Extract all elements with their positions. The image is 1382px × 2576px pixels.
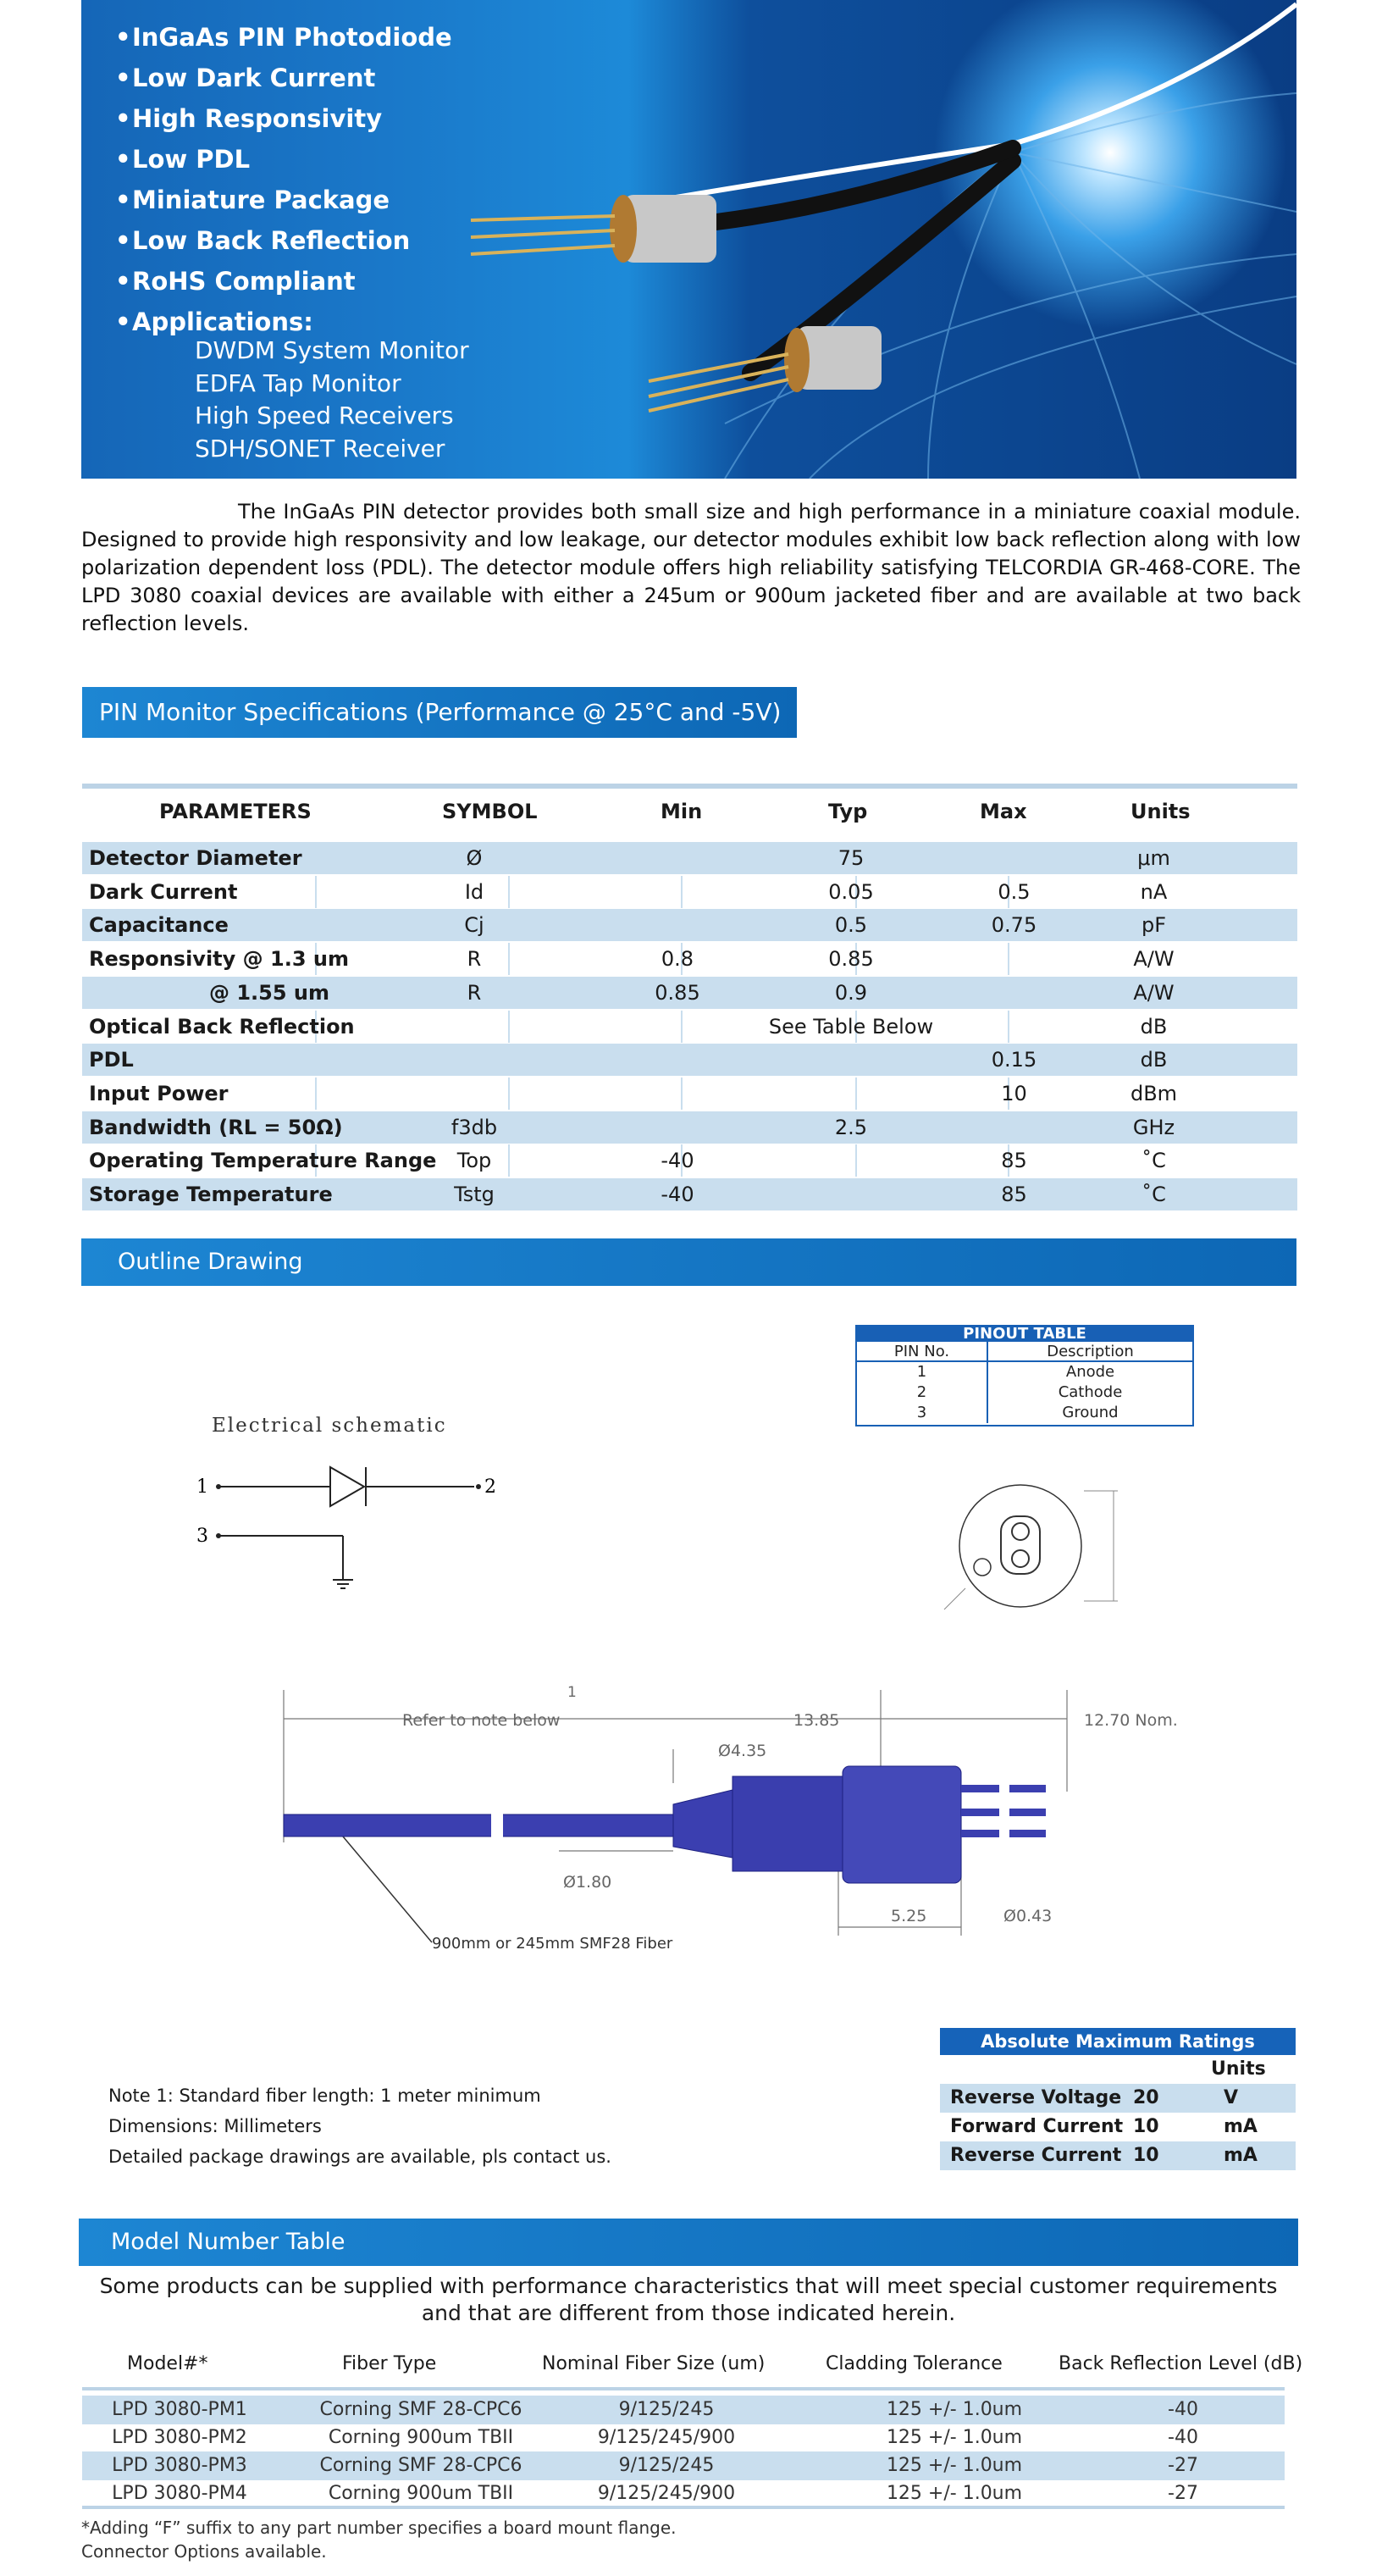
pin-label: 3 xyxy=(196,1526,208,1547)
spec-units: μm xyxy=(1137,846,1170,870)
application-item: SDH/SONET Receiver xyxy=(195,434,445,463)
spec-symbol: Cj xyxy=(464,913,484,938)
model-col-header: Model#* xyxy=(127,2353,208,2374)
spec-min: 0.8 xyxy=(661,947,694,972)
spec-param: @ 1.55 um xyxy=(209,980,330,1005)
spec-units: dBm xyxy=(1130,1081,1178,1105)
spec-min: 0.85 xyxy=(655,980,700,1005)
spec-row xyxy=(82,1178,1297,1210)
spec-max xyxy=(940,842,1088,874)
spec-min xyxy=(593,1044,762,1076)
pinout-header: Description xyxy=(1047,1343,1134,1360)
spec-row xyxy=(82,909,1297,941)
spec-symbol: R xyxy=(467,980,482,1005)
feature-item: •Miniature Package xyxy=(115,186,390,214)
note-line: Detailed package drawings are available, pls contact us. xyxy=(108,2147,611,2167)
spec-param: Operating Temperature Range xyxy=(89,1149,437,1173)
footnotes xyxy=(81,2516,676,2563)
col-header: SYMBOL xyxy=(442,800,538,823)
spec-typ: 0.9 xyxy=(834,980,868,1005)
model-cell: LPD 3080-PM1 xyxy=(112,2399,247,2420)
dim-label: 1 xyxy=(567,1684,577,1701)
intro-paragraph: The InGaAs PIN detector provides both small size and high performance in a miniature coaxial module. Designed to provide high responsivity and low leakage, our detector modules exhibit low back reflection along with low polarization dependent loss (PDL). The detector module offers high reliability satisfying TELCORDIA GR-468-CORE. The LPD 3080 coaxial devices are available with either a 245um or 900um jacketed fiber and are available at two back reflection levels. xyxy=(81,500,1301,635)
note-line: Note 1: Standard fiber length: 1 meter minimum xyxy=(108,2086,541,2106)
model-row xyxy=(82,2479,1285,2508)
model-cell: 125 +/- 1.0um xyxy=(886,2455,1023,2476)
spec-units: nA xyxy=(1140,879,1168,904)
spec-typ: 0.85 xyxy=(828,947,874,972)
spec-max: 85 xyxy=(1001,1183,1027,1206)
schematic-title: Electrical schematic xyxy=(212,1415,447,1437)
model-row xyxy=(82,2424,1285,2452)
spec-row xyxy=(82,1077,1297,1110)
hero-banner xyxy=(81,0,1296,479)
dim-label: 900mm or 245mm SMF28 Fiber xyxy=(432,1935,673,1953)
spec-units: ˚C xyxy=(1142,1183,1166,1206)
spec-max xyxy=(940,943,1088,975)
spec-param: PDL xyxy=(89,1048,134,1072)
pinout-title: PINOUT TABLE xyxy=(857,1327,1192,1342)
model-cell: 125 +/- 1.0um xyxy=(886,2399,1023,2420)
model-cell: Corning SMF 28-CPC6 xyxy=(319,2399,522,2420)
pinout-header: PIN No. xyxy=(857,1342,988,1362)
amr-row: Reverse Current 10 mA xyxy=(940,2141,1296,2170)
model-cell: Corning SMF 28-CPC6 xyxy=(319,2455,522,2476)
dim-label: 12.70 Nom. xyxy=(1084,1711,1178,1730)
photodiode-top xyxy=(471,195,716,263)
end-view-drawing xyxy=(940,1482,1135,1618)
spec-symbol xyxy=(381,1077,567,1110)
feature-item: •Applications: xyxy=(115,307,313,336)
cell-divider xyxy=(315,876,317,908)
model-cell: Corning 900um TBII xyxy=(328,2483,514,2504)
spec-max: 0.15 xyxy=(991,1048,1037,1072)
spec-row xyxy=(82,1111,1297,1144)
col-header: PARAMETERS xyxy=(159,800,312,823)
spec-max: 10 xyxy=(1001,1081,1027,1105)
spec-max xyxy=(940,977,1088,1009)
model-cell: LPD 3080-PM4 xyxy=(112,2483,247,2504)
spec-max: 0.75 xyxy=(991,913,1037,938)
col-header: Max xyxy=(980,800,1027,823)
cell-divider xyxy=(315,1077,317,1110)
spec-typ xyxy=(766,1178,936,1210)
spec-max xyxy=(940,1011,1088,1043)
spec-units: pF xyxy=(1141,913,1167,938)
amr-title: Absolute Maximum Ratings xyxy=(940,2028,1296,2055)
model-caption: Some products can be supplied with performance characteristics that will meet special customer requirements xyxy=(99,2274,1278,2298)
model-cell: -27 xyxy=(1168,2455,1198,2476)
note-line: Dimensions: Millimeters xyxy=(108,2116,322,2136)
applications-list xyxy=(195,335,469,465)
spec-min xyxy=(593,876,762,908)
pin-label: 2 xyxy=(484,1476,496,1498)
feature-item: •InGaAs PIN Photodiode xyxy=(115,23,452,52)
pinout-header-row xyxy=(857,1342,1192,1362)
spec-param: Storage Temperature xyxy=(89,1183,333,1206)
pin-label: 1 xyxy=(196,1476,208,1498)
spec-min xyxy=(593,909,762,941)
feature-list xyxy=(115,17,452,342)
spec-param: Optical Back Reflection xyxy=(89,1014,355,1039)
spec-param: Capacitance xyxy=(89,913,229,938)
dim-label: Refer to note below xyxy=(402,1711,561,1730)
spec-min xyxy=(593,842,762,874)
spec-symbol xyxy=(381,1011,567,1043)
application-item: EDFA Tap Monitor xyxy=(195,368,401,397)
model-section-title: Model Number Table xyxy=(79,2219,1298,2266)
diode-icon xyxy=(330,1467,364,1506)
spec-units: dB xyxy=(1140,1048,1168,1072)
model-divider xyxy=(82,2506,1285,2509)
model-cell: 9/125/245/900 xyxy=(597,2483,736,2504)
spec-min: -40 xyxy=(661,1149,694,1173)
spec-typ: See Table Below xyxy=(768,1014,934,1039)
spec-section-title: PIN Monitor Specifications (Performance @ 25°C and -5V) xyxy=(82,687,797,738)
spec-units: A/W xyxy=(1133,980,1175,1005)
model-col-header: Fiber Type xyxy=(342,2353,437,2374)
spec-row xyxy=(82,876,1297,908)
spec-units: ˚C xyxy=(1142,1149,1166,1173)
pinout-table xyxy=(855,1325,1194,1426)
model-caption: and that are different from those indicated herein. xyxy=(421,2301,956,2325)
spec-typ: 75 xyxy=(837,846,865,870)
outline-section-title: Outline Drawing xyxy=(81,1238,1296,1286)
model-divider xyxy=(82,2387,1285,2390)
spec-typ xyxy=(766,1044,936,1076)
model-cell: LPD 3080-PM3 xyxy=(112,2455,247,2476)
model-cell: 125 +/- 1.0um xyxy=(886,2483,1023,2504)
side-view-drawing xyxy=(254,1681,1202,1961)
feature-item: •High Responsivity xyxy=(115,104,383,133)
spec-symbol: R xyxy=(467,947,482,972)
spec-units: A/W xyxy=(1133,947,1175,972)
spec-symbol: Ø xyxy=(466,846,483,870)
spec-min xyxy=(593,1111,762,1144)
spec-symbol xyxy=(381,1044,567,1076)
spec-symbol: Id xyxy=(464,879,484,904)
model-row xyxy=(82,2396,1285,2424)
model-cell: -27 xyxy=(1168,2483,1198,2504)
application-item: High Speed Receivers xyxy=(195,402,454,429)
spec-symbol: Top xyxy=(456,1149,492,1173)
spec-param: Detector Diameter xyxy=(89,846,302,870)
spec-row xyxy=(82,1044,1297,1076)
spec-row xyxy=(82,1144,1297,1177)
footnote: *Adding “F” suffix to any part number specifies a board mount flange. xyxy=(81,2518,677,2538)
model-row xyxy=(82,2451,1285,2480)
model-cell: -40 xyxy=(1168,2427,1198,2448)
model-cell: Corning 900um TBII xyxy=(328,2427,514,2448)
spec-typ xyxy=(766,1077,936,1110)
spec-symbol: f3db xyxy=(451,1115,498,1139)
spec-param: Responsivity @ 1.3 um xyxy=(89,947,349,972)
pinout-row: 2 Cathode xyxy=(857,1382,1192,1403)
spec-row xyxy=(82,977,1297,1009)
spec-max: 85 xyxy=(1001,1149,1027,1173)
spec-min xyxy=(593,1011,762,1043)
model-col-header: Back Reflection Level (dB) xyxy=(1059,2353,1303,2374)
model-cell: LPD 3080-PM2 xyxy=(112,2427,247,2448)
amr-units-row: Units xyxy=(1211,2058,1266,2080)
spec-row xyxy=(82,842,1297,874)
table-divider xyxy=(82,784,1297,789)
absolute-max-ratings xyxy=(940,2028,1296,2170)
spec-symbol: Tstg xyxy=(454,1183,495,1206)
amr-row: Forward Current 10 mA xyxy=(950,2116,1258,2137)
dim-label: 5.25 xyxy=(891,1907,927,1925)
spec-min: -40 xyxy=(661,1183,694,1206)
pinout-row: 1 Anode xyxy=(857,1362,1192,1382)
model-col-header: Nominal Fiber Size (um) xyxy=(542,2353,766,2374)
model-cell: -40 xyxy=(1168,2399,1198,2420)
spec-param: Dark Current xyxy=(89,879,238,904)
model-cell: 9/125/245/900 xyxy=(597,2427,736,2448)
spec-typ: 2.5 xyxy=(834,1115,868,1139)
model-cell: 125 +/- 1.0um xyxy=(886,2427,1023,2448)
spec-row xyxy=(82,1011,1297,1043)
spec-max xyxy=(940,1111,1088,1144)
model-cell: 9/125/245 xyxy=(618,2399,715,2420)
spec-param: Input Power xyxy=(89,1081,229,1105)
col-header: Typ xyxy=(828,800,868,823)
package-body xyxy=(284,1766,1046,1883)
spec-units: GHz xyxy=(1132,1115,1175,1139)
dim-label: Ø1.80 xyxy=(563,1873,612,1892)
spec-typ xyxy=(766,1144,936,1177)
dim-label: Ø0.43 xyxy=(1003,1907,1053,1925)
spec-units: dB xyxy=(1140,1014,1168,1039)
dim-label: 13.85 xyxy=(793,1711,840,1730)
spec-param: Bandwidth (RL = 50Ω) xyxy=(89,1115,343,1139)
feature-item: •RoHS Compliant xyxy=(115,267,356,296)
col-header: Units xyxy=(1130,800,1191,823)
dim-label: Ø4.35 xyxy=(718,1742,767,1760)
model-col-header: Cladding Tolerance xyxy=(826,2353,1003,2374)
spec-min xyxy=(593,1077,762,1110)
col-header: Min xyxy=(661,800,703,823)
spec-row xyxy=(82,943,1297,975)
feature-item: •Low Dark Current xyxy=(115,64,376,92)
electrical-schematic xyxy=(186,1406,525,1601)
footnote: Connector Options available. xyxy=(81,2541,327,2562)
feature-item: •Low PDL xyxy=(115,145,251,174)
model-cell: 9/125/245 xyxy=(618,2455,715,2476)
application-item: DWDM System Monitor xyxy=(195,336,469,364)
amr-row: Reverse Voltage 20 V xyxy=(940,2084,1296,2113)
spec-typ: 0.05 xyxy=(828,879,874,904)
spec-max: 0.5 xyxy=(998,879,1031,904)
pinout-row: 3 Ground xyxy=(857,1403,1192,1423)
feature-item: •Low Back Reflection xyxy=(115,226,411,255)
notes xyxy=(108,2080,611,2172)
spec-typ: 0.5 xyxy=(834,913,868,938)
